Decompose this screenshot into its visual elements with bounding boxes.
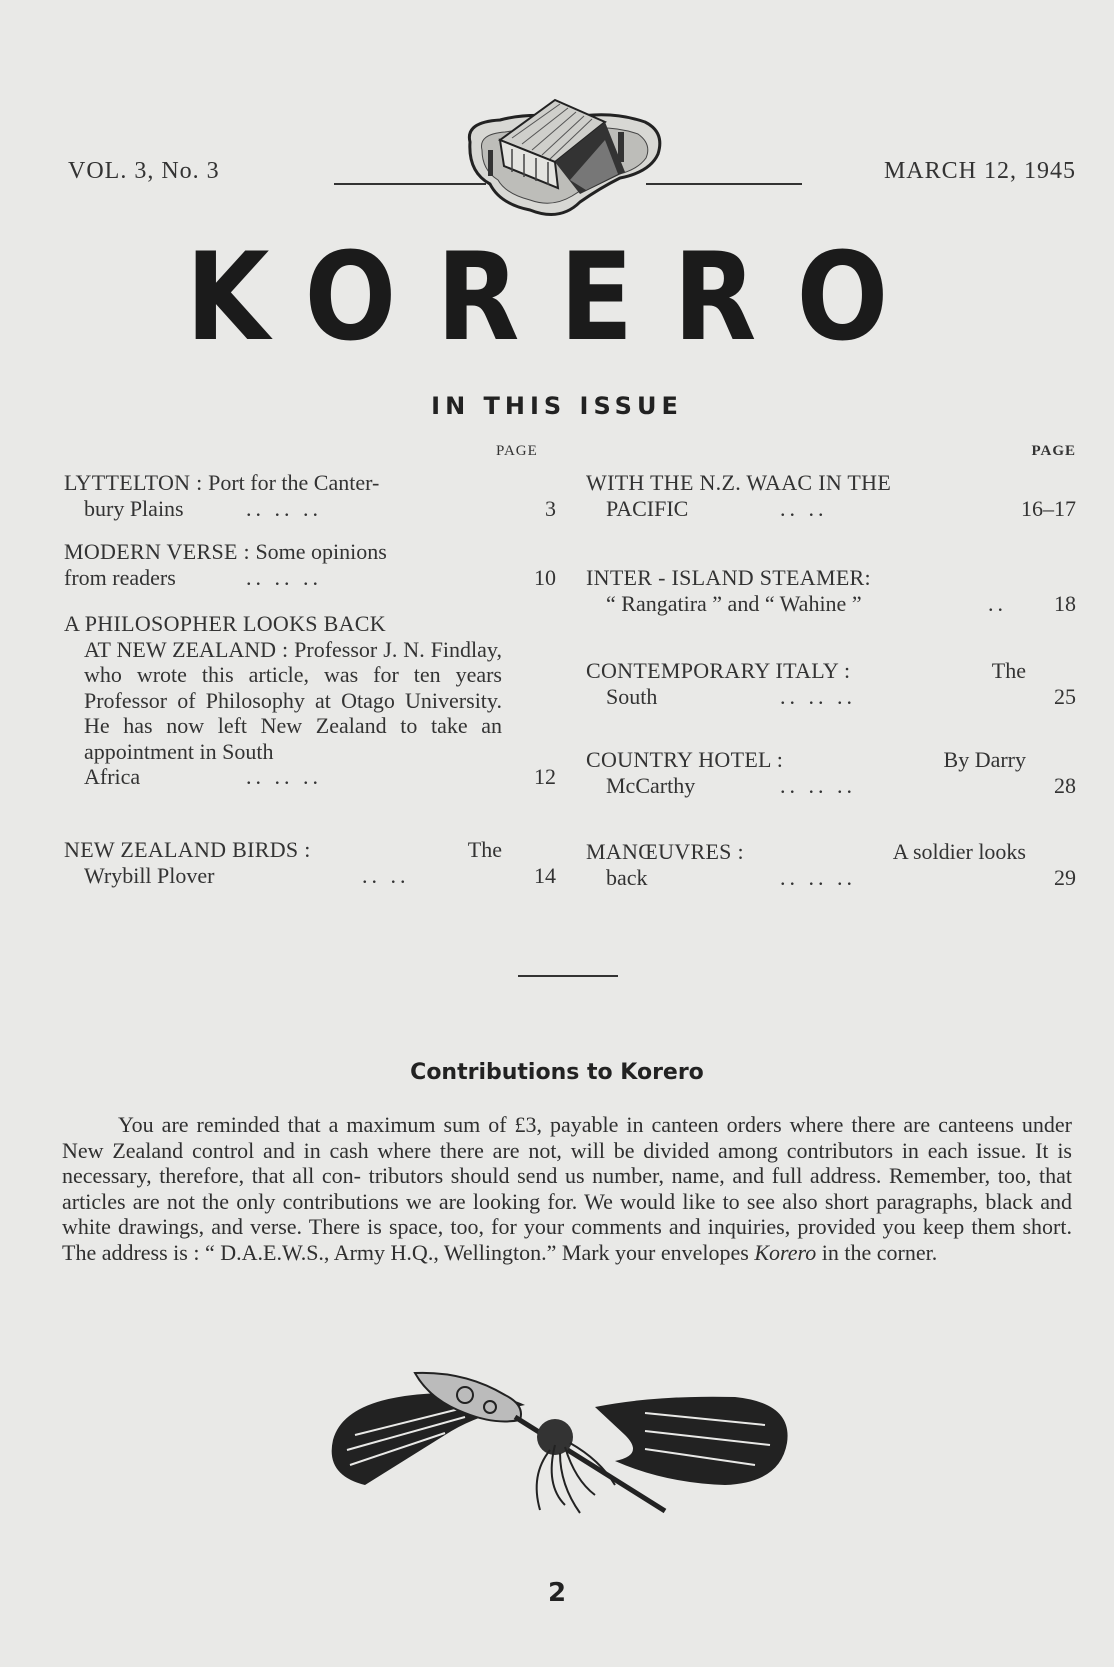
korero-italic: Korero <box>754 1239 817 1265</box>
toc-leader-dots: .. <box>988 590 1007 616</box>
toc-entry-continuation: from readers <box>64 564 176 590</box>
toc-entry-title: COUNTRY HOTEL : <box>586 747 784 772</box>
toc-entry-description: Port for the Canter- <box>208 470 380 495</box>
section-divider <box>518 975 618 977</box>
toc-entry <box>586 565 1076 616</box>
toc-leader-dots: .. .. <box>362 862 410 888</box>
issue-date: MARCH 12, 1945 <box>883 158 1076 184</box>
contents-heading: IN THIS ISSUE <box>431 392 683 420</box>
toc-page-number: 18 <box>1054 590 1076 616</box>
toc-page-number: 16–17 <box>1021 495 1076 521</box>
toc-entry <box>586 839 1076 890</box>
toc-page-number: 25 <box>1054 683 1076 709</box>
page-column-label-left: PAGE <box>496 443 538 459</box>
toc-entry <box>64 539 556 590</box>
toc-entry <box>64 611 556 790</box>
toc-entry-continuation: McCarthy <box>606 772 696 798</box>
toc-entry-continuation: Wrybill Plover <box>84 862 215 888</box>
toc-entry-continuation: PACIFIC <box>606 495 689 521</box>
toc-entry-title: INTER - ISLAND STEAMER: <box>586 565 871 590</box>
page-number: 2 <box>547 1578 567 1608</box>
taiaha-feather-ornament-icon <box>325 1365 797 1515</box>
toc-entry-continuation: back <box>606 864 648 890</box>
toc-leader-dots: .. .. .. <box>780 864 856 890</box>
toc-leader-dots: .. .. .. <box>780 683 856 709</box>
toc-entry <box>64 837 556 888</box>
toc-page-number: 3 <box>545 495 556 521</box>
toc-entry-title: MODERN VERSE : <box>64 539 250 564</box>
contributions-text-end: in the corner. <box>816 1239 938 1265</box>
toc-entry-continuation: bury Plains <box>84 495 184 521</box>
toc-entry-continuation: South <box>606 683 658 709</box>
toc-entry <box>586 658 1076 709</box>
toc-entry <box>64 470 556 521</box>
toc-entry <box>586 470 1076 521</box>
toc-entry-title: MANŒUVRES : <box>586 839 744 864</box>
toc-leader-dots: .. .. .. <box>246 564 322 590</box>
masthead-title: KORERO <box>185 228 929 368</box>
page-column-label-right: PAGE <box>1031 443 1076 459</box>
toc-entry-title: NEW ZEALAND BIRDS : <box>64 837 311 862</box>
toc-leader-dots: .. .. .. <box>246 495 322 521</box>
meeting-house-icon <box>460 92 670 224</box>
contributions-heading: Contributions to Korero <box>410 1060 704 1085</box>
toc-entry-title: WITH THE N.Z. WAAC IN THE <box>586 470 892 495</box>
toc-leader-dots: .. .. .. <box>246 764 322 789</box>
volume-number: VOL. 3, No. 3 <box>68 158 220 184</box>
toc-page-number: 14 <box>534 862 556 888</box>
toc-page-number: 10 <box>534 564 556 590</box>
toc-entry-continuation: “ Rangatira ” and “ Wahine ” <box>606 590 862 616</box>
toc-entry-description: AT NEW ZEALAND : Professor J. N. Findlay, who wrote this article, was for ten years Professor of Philosophy at Otago University. He has now left New Zealand to take an appointment in South <box>84 636 502 764</box>
toc-entry-continuation: Africa <box>84 764 141 789</box>
toc-entry <box>586 747 1076 798</box>
toc-entry-title: CONTEMPORARY ITALY : <box>586 658 851 683</box>
contributions-body <box>62 1112 1072 1265</box>
toc-entry-description: By Darry <box>943 747 1026 772</box>
toc-leader-dots: .. .. .. <box>780 772 856 798</box>
toc-page-number: 29 <box>1054 864 1076 890</box>
toc-page-number: 12 <box>534 764 556 789</box>
contributions-text: You are reminded that a maximum sum of £3, payable in canteen orders where there are canteens under New Zealand control and in cash where there are not, will be divided among contributors in each issue. It is necessary, therefore, that all con- tributors should send us number, name, and full address. Remember, too, that articles are not the only contributions we are looking for. We would like to see also short paragraphs, black and white drawings, and verse. There is space, too, for your comments and inquiries, provided you keep them short. The address is : “ D.A.E.W.S., Army H.Q., Wellington.” Mark your envelopes <box>62 1112 1072 1265</box>
toc-entry-title: LYTTELTON : <box>64 470 203 495</box>
toc-leader-dots: .. .. <box>780 495 828 521</box>
toc-entry-description: Some opinions <box>255 539 387 564</box>
toc-entry-description: The <box>467 837 502 862</box>
toc-page-number: 28 <box>1054 772 1076 798</box>
toc-entry-title: A PHILOSOPHER LOOKS BACK <box>64 611 386 636</box>
toc-entry-description: A soldier looks <box>892 839 1026 864</box>
toc-entry-description: The <box>991 658 1026 683</box>
